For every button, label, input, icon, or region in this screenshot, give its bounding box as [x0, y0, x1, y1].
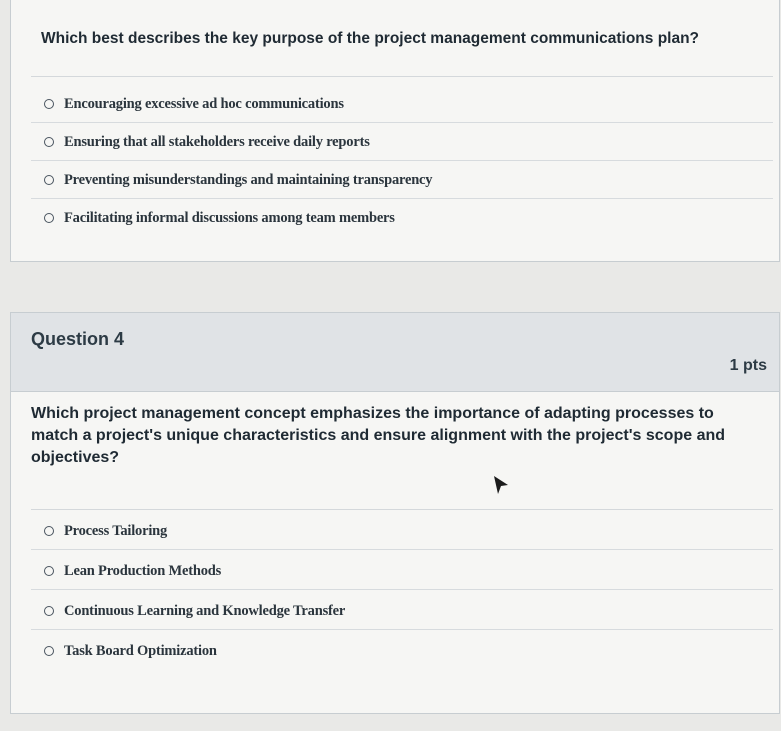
answer-label: Task Board Optimization: [64, 642, 217, 659]
answer-option[interactable]: [31, 124, 773, 161]
question-4-text: Which project management concept emphasizes the importance of adapting processes to match a project's unique characteristics and ensure alignment with the project's scope and objectives?: [31, 405, 726, 466]
question-4-card: [10, 312, 780, 714]
answer-label: Continuous Learning and Knowledge Transfer: [64, 602, 346, 619]
question-3-card: [10, 0, 780, 262]
answer-label: Encouraging excessive ad hoc communications: [64, 95, 344, 112]
answer-option[interactable]: [31, 162, 773, 199]
answer-option[interactable]: [31, 513, 773, 550]
radio-button-icon[interactable]: [44, 606, 54, 616]
answer-label: Facilitating informal discussions among team members: [64, 209, 395, 226]
radio-button-icon[interactable]: [44, 213, 54, 223]
question-3-text: Which best describes the key purpose of the project management communications plan?: [41, 30, 700, 47]
answer-option[interactable]: [31, 593, 773, 630]
answer-option[interactable]: [31, 553, 773, 590]
radio-button-icon[interactable]: [44, 137, 54, 147]
answer-option[interactable]: [31, 86, 773, 123]
divider: [31, 76, 773, 77]
question-points: 1 pts: [729, 357, 767, 374]
mouse-cursor-icon: [492, 474, 510, 498]
radio-button-icon[interactable]: [44, 175, 54, 185]
answer-label: Ensuring that all stakeholders receive daily reports: [64, 133, 370, 150]
answer-label: Lean Production Methods: [64, 562, 222, 579]
answer-label: Process Tailoring: [64, 522, 168, 539]
answer-option[interactable]: [31, 200, 773, 236]
question-header: [11, 313, 779, 392]
radio-button-icon[interactable]: [44, 99, 54, 109]
radio-button-icon[interactable]: [44, 566, 54, 576]
divider: [31, 509, 773, 510]
radio-button-icon[interactable]: [44, 646, 54, 656]
answer-label: Preventing misunderstandings and maintaining transparency: [64, 171, 433, 188]
radio-button-icon[interactable]: [44, 526, 54, 536]
answer-option[interactable]: [31, 633, 773, 669]
question-title: Question 4: [31, 329, 125, 349]
